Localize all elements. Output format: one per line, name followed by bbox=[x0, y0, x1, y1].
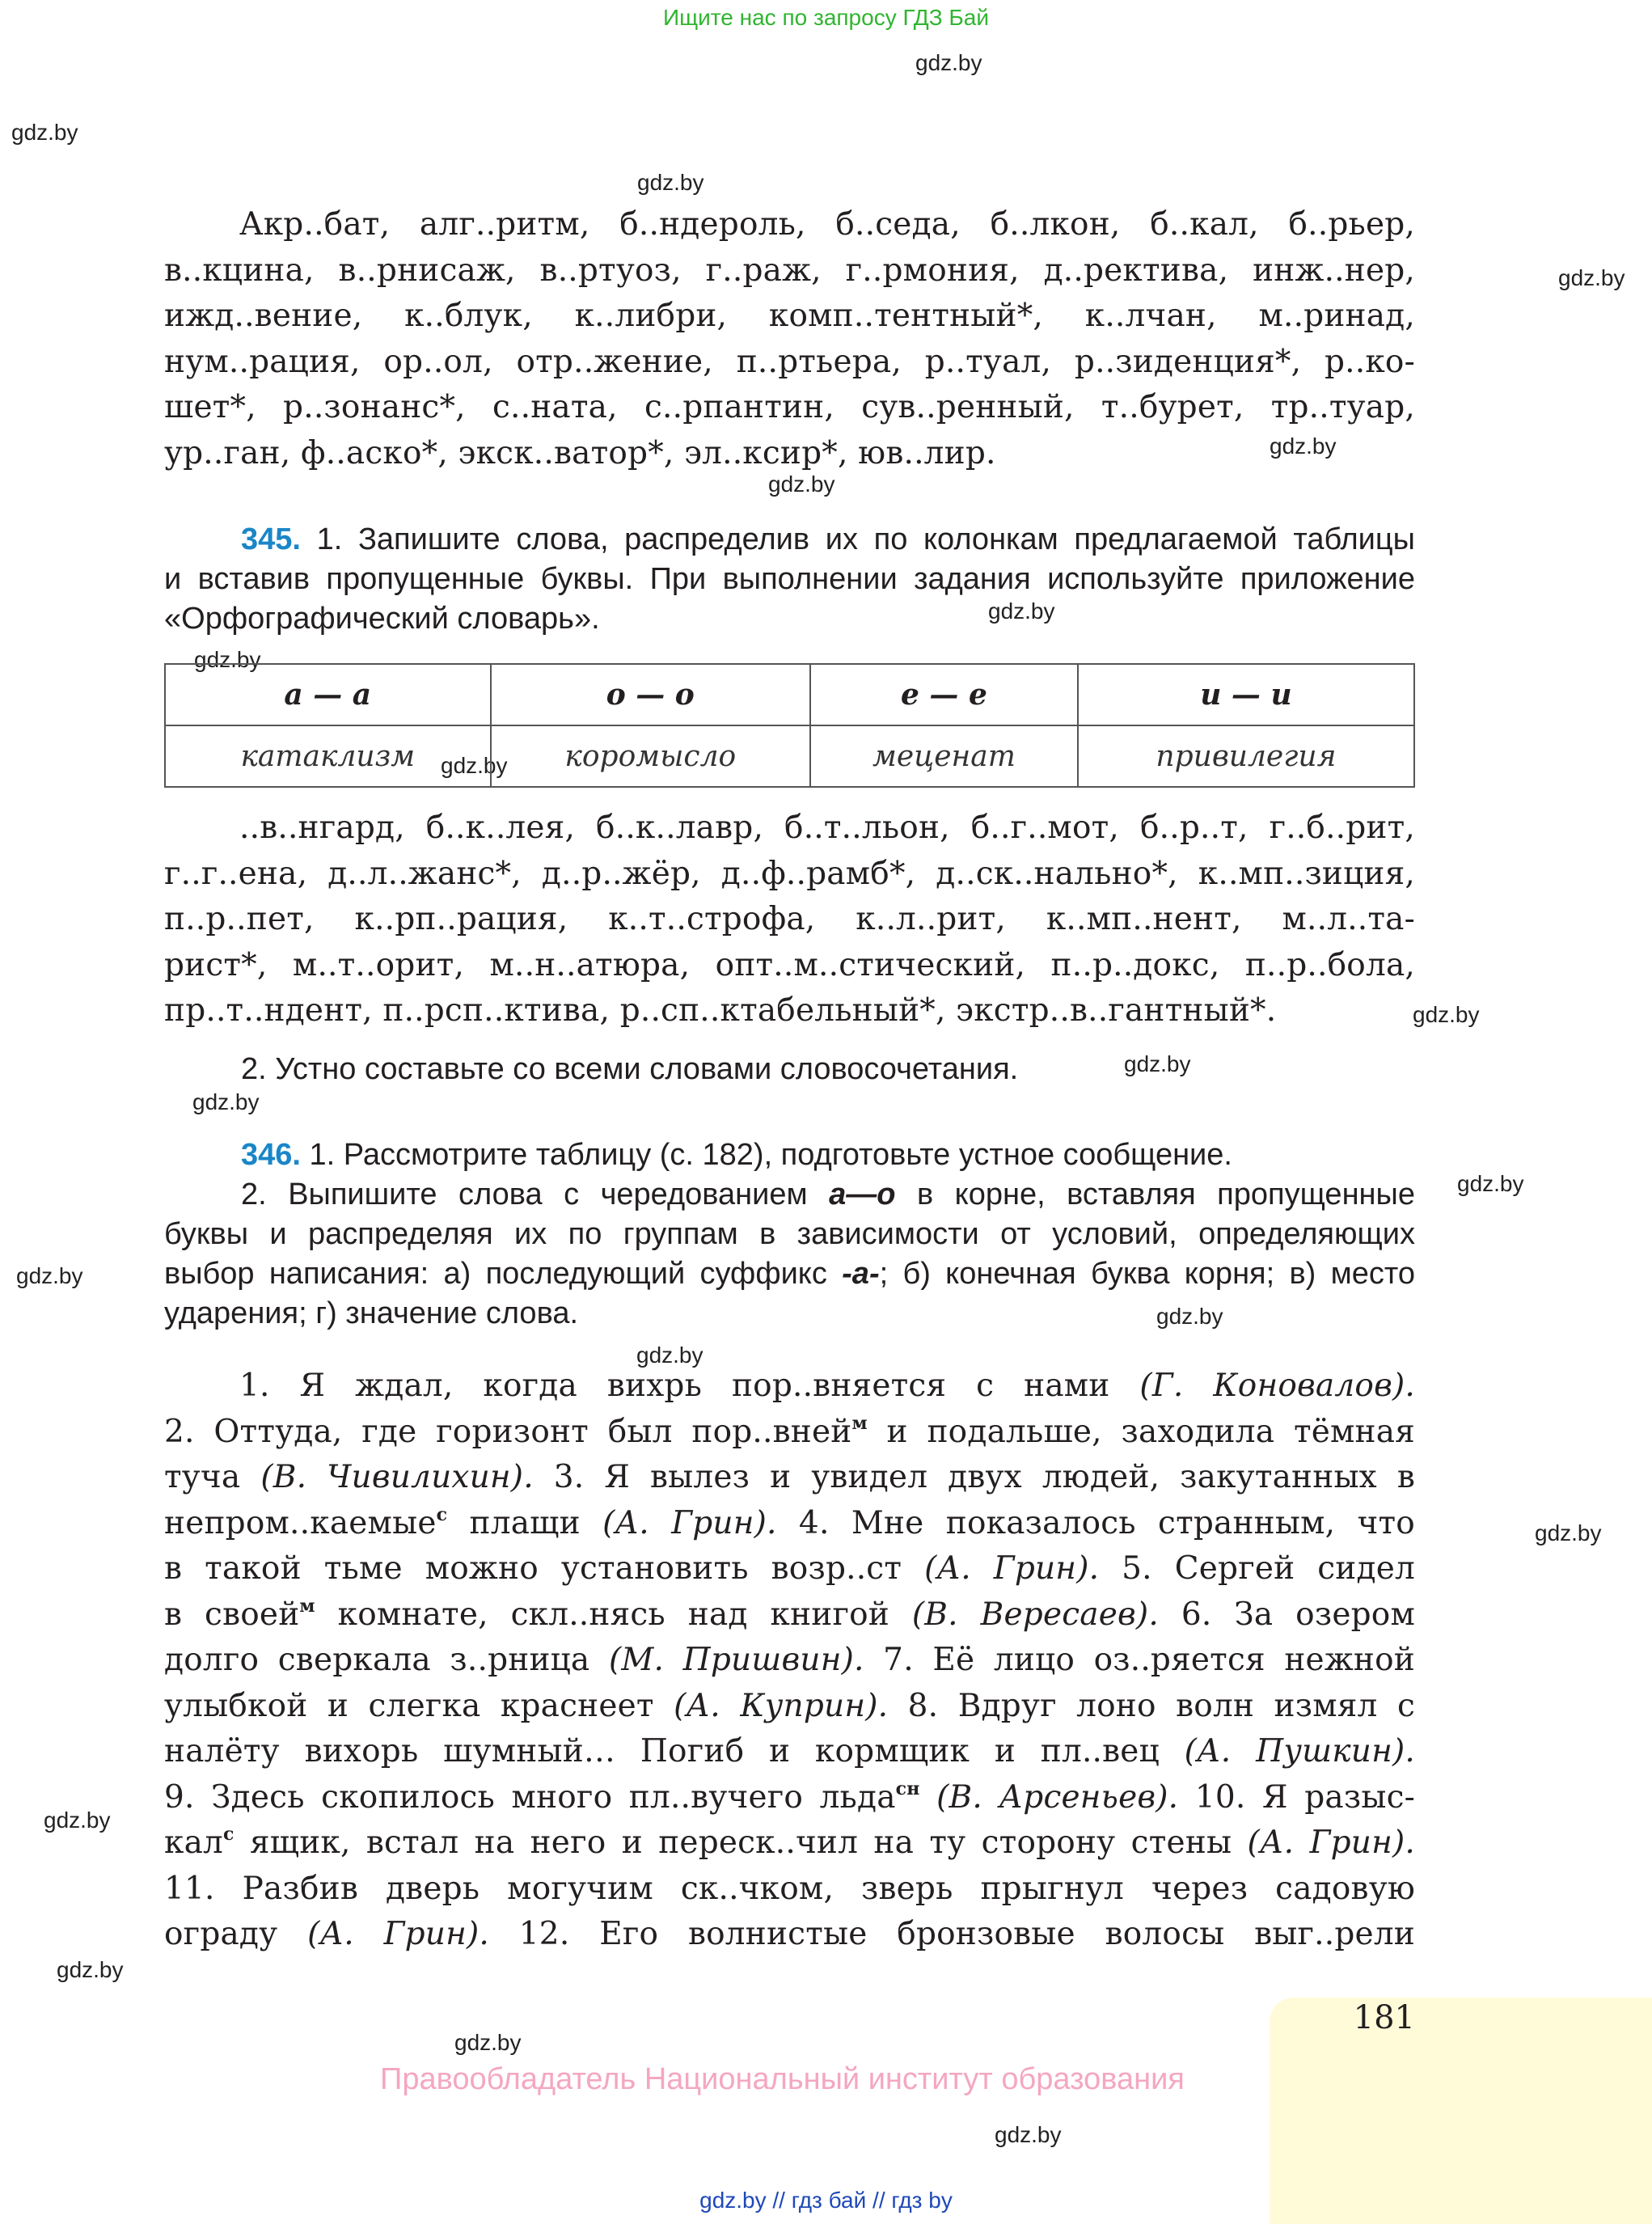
table-header: о — о bbox=[491, 664, 810, 725]
author: (В. Вересаев). bbox=[911, 1596, 1159, 1633]
text-line: шет*, р..зонанс*, с..ната, с..рпантин, сув..ренный, т..бурет, тр..туар, bbox=[164, 389, 1415, 425]
watermark: gdz.by bbox=[995, 2122, 1062, 2147]
watermark: gdz.by bbox=[1535, 1520, 1602, 1545]
text-line: п..р..пет, к..рп..рация, к..т..строфа, к..л..рит, к..мп..нент, м..л..та- bbox=[164, 901, 1415, 937]
text-line: Акр..бат, алг..ритм, б..ндероль, б..седа, б..лкон, б..кал, б..рьер, bbox=[239, 206, 1415, 243]
watermark: gdz.by bbox=[192, 1089, 260, 1114]
exercise-345-task bbox=[164, 520, 1415, 639]
author: (А. Грин). bbox=[1247, 1824, 1415, 1861]
table-header: е — е bbox=[810, 664, 1078, 725]
sentence: 8. Вдруг лоно волн измял с bbox=[888, 1687, 1416, 1724]
mark: с bbox=[436, 1503, 448, 1525]
sentence: кал bbox=[164, 1824, 224, 1861]
author: (В. Арсеньев). bbox=[936, 1778, 1179, 1816]
watermark: gdz.by bbox=[988, 598, 1055, 624]
sentence: ограду bbox=[164, 1916, 308, 1952]
task-text: 2. Выпишите слова с чередованием bbox=[241, 1178, 830, 1211]
mark: сн bbox=[895, 1778, 920, 1799]
watermark: gdz.by bbox=[454, 2030, 522, 2055]
watermark: gdz.by bbox=[441, 753, 508, 778]
sentence: 11. Разбив дверь могучим ск..чком, зверь прыгнул через садовую bbox=[164, 1870, 1415, 1907]
sentence: 12. Его волнистые бронзовые волосы выг..рели bbox=[489, 1916, 1415, 1952]
author: (М. Пришвин). bbox=[608, 1642, 864, 1678]
task-text: «Орфографический словарь». bbox=[164, 602, 600, 636]
page-number: 181 bbox=[1353, 1999, 1415, 2036]
sentence: 4. Мне показалось странным, что bbox=[776, 1504, 1415, 1541]
task-text: в корне, вставляя пропущенные bbox=[895, 1178, 1415, 1211]
exercise-345-task2 bbox=[241, 1050, 1415, 1089]
text-line: ..в..нгард, б..к..лея, б..к..лавр, б..т..льон, б..г..мот, б..р..т, г..б..рит, bbox=[239, 810, 1415, 846]
sentence: ящик, встал на него и переск..чил на ту сторону стены bbox=[234, 1824, 1248, 1861]
table-header: и — и bbox=[1078, 664, 1414, 725]
task-text: ударения; г) значение слова. bbox=[164, 1296, 579, 1330]
task-text: 2. Устно составьте со всеми словами словосочетания. bbox=[241, 1052, 1019, 1086]
watermark: gdz.by bbox=[637, 170, 704, 195]
sentence: 1. Я ждал, когда вихрь пор..вняется с нами bbox=[239, 1368, 1140, 1404]
text-line: г..г..ена, д..л..жанс*, д..р..жёр, д..ф..рамб*, д..ск..нально*, к..мп..зиция, bbox=[164, 855, 1415, 892]
watermark: gdz.by bbox=[636, 1342, 703, 1368]
table-cell: меценат bbox=[810, 725, 1078, 787]
sentence: 10. Я разыс- bbox=[1178, 1778, 1415, 1816]
top-banner[interactable]: Ищите нас по запросу ГДЗ Бай bbox=[662, 5, 990, 30]
watermark: gdz.by bbox=[1558, 265, 1625, 290]
exercise-346-task bbox=[164, 1135, 1415, 1334]
watermark: gdz.by bbox=[1457, 1171, 1524, 1196]
text-line: рист*, м..т..орит, м..н..атюра, опт..м..стический, п..р..докс, п..р..бола, bbox=[164, 946, 1415, 983]
task-text: ; б) конечная буква корня; в) место bbox=[879, 1257, 1415, 1291]
sentence: улыбкой и слегка краснеет bbox=[164, 1687, 674, 1724]
sentence: 7. Её лицо оз..ряется нежной bbox=[864, 1642, 1415, 1678]
sentence: 6. За озером bbox=[1158, 1596, 1415, 1633]
author: (А. Грин). bbox=[307, 1916, 490, 1952]
author: (А. Куприн). bbox=[674, 1687, 889, 1724]
sentence: и подальше, заходила тёмная bbox=[867, 1413, 1415, 1450]
watermark: gdz.by bbox=[915, 50, 982, 75]
watermark: gdz.by bbox=[57, 1957, 124, 1982]
author: (А. Грин). bbox=[924, 1550, 1100, 1587]
task-text: 1. Запишите слова, распределив их по колонкам предлагаемой таблицы bbox=[316, 522, 1415, 556]
table-cell: коромысло bbox=[491, 725, 810, 787]
watermark: gdz.by bbox=[16, 1263, 83, 1288]
exercise-346-text bbox=[164, 1364, 1415, 1958]
sentence: налёту вихорь шумный… Погиб и кормщик и пл..вец bbox=[164, 1733, 1185, 1769]
suffix: -а- bbox=[842, 1257, 880, 1291]
sentence: в такой тьме можно установить возр..ст bbox=[164, 1550, 925, 1587]
sentence: плащи bbox=[447, 1504, 603, 1541]
sentence: 3. Я вылез и увидел двух людей, закутанных в bbox=[533, 1459, 1415, 1495]
sentence: 9. Здесь скопилось много пл..вучего льда bbox=[164, 1778, 896, 1816]
sentence: в своей bbox=[164, 1596, 300, 1633]
watermark: gdz.by bbox=[1124, 1051, 1191, 1076]
sentence: долго сверкала з..рница bbox=[164, 1642, 609, 1678]
watermark: gdz.by bbox=[768, 471, 835, 497]
mark: м bbox=[851, 1412, 868, 1434]
copyright-notice: Правообладатель Национальный институт образования bbox=[380, 2062, 1185, 2096]
text-line: ур..ган, ф..аско*, экск..ватор*, эл..ксир*, юв..лир. bbox=[164, 434, 996, 471]
table-header: а — а bbox=[165, 664, 491, 725]
table-cell: привилегия bbox=[1078, 725, 1414, 787]
watermark: gdz.by bbox=[1156, 1304, 1223, 1329]
watermark: gdz.by bbox=[1270, 433, 1337, 459]
sentence: 2. Оттуда, где горизонт был пор..вней bbox=[164, 1413, 852, 1450]
sentence: туча bbox=[164, 1459, 261, 1495]
author: (Г. Коновалов). bbox=[1139, 1368, 1415, 1404]
watermark: gdz.by bbox=[11, 120, 78, 145]
text-line: пр..т..ндент, п..рсп..ктива, р..сп..ктабельный*, экстр..в..гантный*. bbox=[164, 992, 1277, 1029]
intro-word-list bbox=[164, 202, 1415, 476]
mark: м bbox=[299, 1595, 315, 1617]
task-text: выбор написания: а) последующий суффикс bbox=[164, 1257, 843, 1291]
sentence: 5. Сергей сидел bbox=[1099, 1550, 1415, 1587]
author: (А. Грин). bbox=[602, 1504, 777, 1541]
exercise-345-word-list bbox=[164, 805, 1415, 1034]
sentence: непром..каемые bbox=[164, 1504, 437, 1541]
exercise-number: 346. bbox=[241, 1138, 301, 1172]
text-line: ижд..вение, к..блук, к..либри, комп..тентный*, к..лчан, м..ринад, bbox=[164, 298, 1415, 334]
alternation-letters: а—о bbox=[829, 1178, 896, 1211]
watermark: gdz.by bbox=[44, 1808, 111, 1833]
watermark: gdz.by bbox=[1413, 1002, 1480, 1027]
author: (А. Пушкин). bbox=[1184, 1733, 1416, 1769]
footer-links[interactable]: gdz.by // гдз бай // гдз by bbox=[699, 2188, 953, 2213]
exercise-number: 345. bbox=[241, 522, 301, 556]
author: (В. Чивилихин). bbox=[260, 1459, 534, 1495]
sentence: комнате, скл..нясь над книгой bbox=[315, 1596, 912, 1633]
task-text: 1. Рассмотрите таблицу (с. 182), подготовьте устное сообщение. bbox=[309, 1138, 1232, 1172]
task-text: буквы и распределяя их по группам в зависимости от условий, определяющих bbox=[164, 1217, 1415, 1251]
text-line: в..кцина, в..рнисаж, в..ртуоз, г..раж, г..рмония, д..ректива, инж..нер, bbox=[164, 252, 1415, 289]
watermark: gdz.by bbox=[194, 647, 261, 672]
task-text: и вставив пропущенные буквы. При выполнении задания используйте приложение bbox=[164, 562, 1415, 596]
table-cell: катаклизм bbox=[165, 725, 491, 787]
orthography-table bbox=[164, 663, 1415, 788]
text-line: нум..рация, ор..ол, отр..жение, п..ртьера, р..туал, р..зиденция*, р..ко- bbox=[164, 343, 1415, 380]
mark: с bbox=[223, 1824, 234, 1845]
